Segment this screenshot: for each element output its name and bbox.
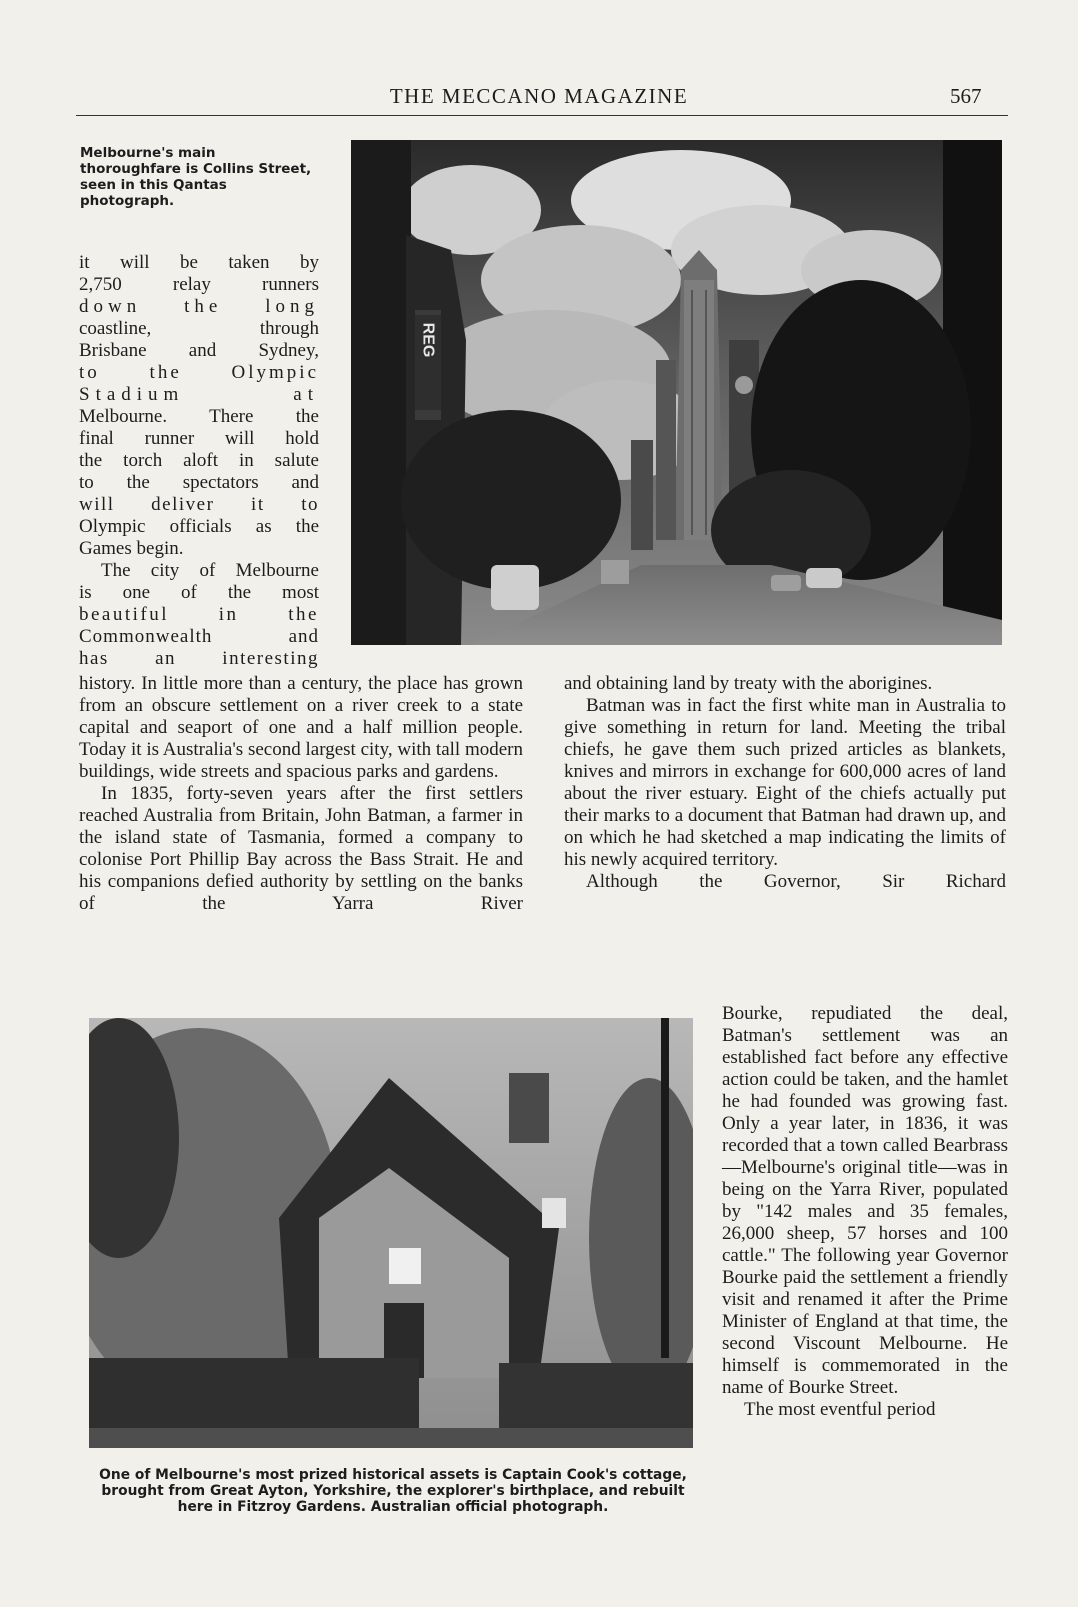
text-line: beautiful in the	[79, 604, 319, 625]
text-line: it will be taken by	[79, 252, 319, 273]
article-column-a	[79, 252, 319, 670]
street-sign-text: REG	[419, 322, 437, 358]
text-line: Games begin.	[79, 538, 184, 559]
text-line: to the spectators and	[79, 472, 319, 493]
text-line: final runner will hold	[79, 428, 319, 449]
paragraph: and obtaining land by treaty with the aborigines.	[564, 673, 933, 694]
text-line: Commonwealth and	[79, 626, 319, 647]
paragraph: history. In little more than a century, the place has grown from an obscure settlement on a river creek to a state capital and seaport of one and a half million people. Today it is Australia's second largest city, with tall modern buildings, wide streets and spacious parks and gardens.	[79, 673, 523, 782]
text-line: the torch aloft in salute	[79, 450, 319, 471]
article-column-c	[564, 673, 1006, 893]
text-line: 2,750 relay runners	[79, 274, 319, 295]
text-line: has an interesting	[79, 648, 319, 669]
text-line: to the Olympic	[79, 362, 319, 383]
text-line: Brisbane and Sydney,	[79, 340, 319, 361]
running-header-title: THE MECCANO MAGAZINE	[389, 84, 689, 108]
text-line: down the long	[79, 296, 319, 317]
paragraph: The most eventful period	[744, 1399, 936, 1420]
page-number: 567	[950, 84, 982, 108]
text-line: is one of the most	[79, 582, 319, 603]
paragraph: In 1835, forty-seven years after the first settlers reached Australia from Britain, John Batman, a farmer in the island state of Tasmania, formed a company to colonise Port Phillip Bay across the Bass Strait. He and his companions defied authority by settling on the banks of the Yarra River	[79, 783, 523, 914]
photo-collins-street	[351, 140, 1002, 645]
text-line: will deliver it to	[79, 494, 319, 515]
article-column-b	[79, 673, 523, 915]
paragraph: Bourke, repudiated the deal, Batman's settlement was an established fact before any effective action could be taken, and the hamlet he had founded was growing fast. Only a year later, in 1836, it was recorded that a town called Bearbrass—Melbourne's original title—was in being on the Yarra River, populated by "142 males and 35 females, 26,000 sheep, 57 horses and 100 cattle." The following year Governor Bourke paid the settlement a friendly visit and renamed it after the Prime Minister of England at that time, the second Viscount Melbourne. He himself is commemorated in the name of Bourke Street.	[722, 1003, 1008, 1398]
paragraph: Batman was in fact the first white man in Australia to give something in return for land. Meeting the tribal chiefs, he gave them such prized articles as blankets, knives and mirrors in exchange for 600,000 acres of land about the river estuary. Eight of the chiefs actually put their marks to a document that Batman had drawn up, and on which he had sketched a map indicating the limits of his newly acquired territory.	[564, 695, 1006, 870]
text-line: Olympic officials as the	[79, 516, 319, 537]
paragraph: Although the Governor, Sir Richard	[586, 871, 1006, 892]
header-rule	[76, 115, 1008, 116]
text-line: Melbourne. There the	[79, 406, 319, 427]
text-line: coastline, through	[79, 318, 319, 339]
caption-captain-cooks-cottage: One of Melbourne's most prized historical assets is Captain Cook's cottage, brought from Great Ayton, Yorkshire, the explorer's birthplace, and rebuilt here in Fitzroy Gardens. Australian official photograph.	[99, 1467, 687, 1515]
text-line: Stadium at	[79, 384, 319, 405]
article-column-d	[722, 1003, 1008, 1421]
photo-captain-cooks-cottage	[89, 1018, 693, 1448]
caption-collins-street: Melbourne's main thoroughfare is Collins Street, seen in this Qantas photograph.	[80, 145, 312, 209]
text-line: The city of Melbourne	[101, 560, 319, 581]
